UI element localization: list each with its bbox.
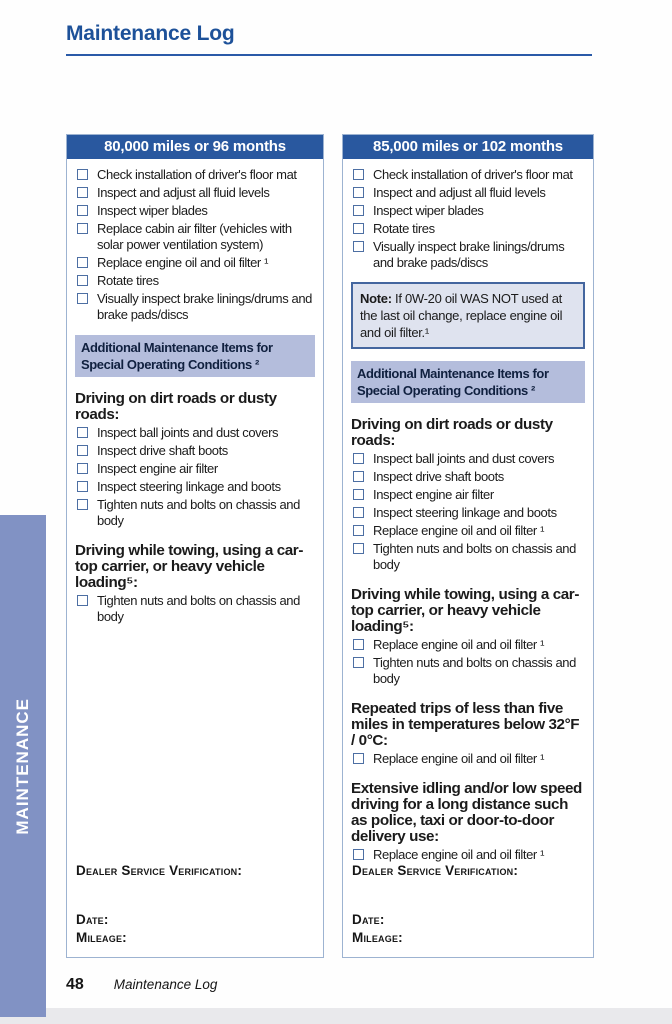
checklist-item — [351, 451, 585, 467]
schedule-body — [343, 159, 593, 863]
checklist-item — [351, 505, 585, 521]
checklist-item — [351, 203, 585, 219]
condition-checklist — [351, 451, 585, 573]
page-title: Maintenance Log — [66, 22, 235, 45]
checklist-item-label: Inspect wiper blades — [97, 203, 208, 218]
checklist-item-label: Replace engine oil and oil filter ¹ — [373, 637, 544, 652]
checklist-item — [351, 469, 585, 485]
checklist-item-label: Inspect wiper blades — [373, 203, 484, 218]
checkbox-icon — [353, 169, 364, 180]
checklist-item — [351, 487, 585, 503]
checkbox-icon — [77, 427, 88, 438]
special-conditions-banner: Additional Maintenance Items for Special Operating Conditions ² — [75, 335, 315, 377]
checkbox-icon — [353, 223, 364, 234]
checklist-item — [75, 255, 315, 271]
checklist-item-label: Rotate tires — [97, 273, 159, 288]
condition-section — [351, 417, 585, 573]
checklist-item-label: Replace engine oil and oil filter ¹ — [373, 523, 544, 538]
checklist-item — [75, 479, 315, 495]
maintenance-checklist — [351, 167, 585, 271]
checkbox-icon — [353, 205, 364, 216]
checklist-item-label: Inspect ball joints and dust covers — [97, 425, 279, 440]
maintenance-section-tab — [0, 515, 46, 1017]
note-label: Note: — [360, 291, 392, 306]
page-number: 48 — [66, 976, 84, 993]
checklist-item-label: Tighten nuts and bolts on chassis and body — [97, 497, 300, 528]
condition-checklist — [75, 425, 315, 529]
checklist-item — [351, 751, 585, 767]
checklist-item — [351, 239, 585, 271]
checkbox-icon — [353, 639, 364, 650]
checklist-item — [351, 655, 585, 687]
schedule-header: 80,000 miles or 96 months — [67, 135, 323, 159]
checkbox-icon — [77, 257, 88, 268]
checkbox-icon — [77, 463, 88, 474]
dealer-verification-label: Dealer Service Verification: — [76, 863, 243, 878]
checklist-item — [351, 523, 585, 539]
date-label: Date: — [76, 912, 109, 927]
condition-section — [351, 587, 585, 687]
mileage-label: Mileage: — [76, 930, 127, 945]
checklist-item-label: Visually inspect brake linings/drums and brake pads/discs — [373, 239, 565, 270]
checklist-item — [75, 461, 315, 477]
checklist-item-label: Inspect and adjust all fluid levels — [373, 185, 546, 200]
special-conditions-banner: Additional Maintenance Items for Special Operating Conditions ² — [351, 361, 585, 403]
checklist-item-label: Inspect steering linkage and boots — [373, 505, 557, 520]
verification-block — [352, 863, 585, 945]
checkbox-icon — [77, 205, 88, 216]
checklist-item-label: Tighten nuts and bolts on chassis and body — [373, 541, 576, 572]
checkbox-icon — [353, 849, 364, 860]
checklist-item — [75, 273, 315, 289]
condition-section — [75, 543, 315, 625]
condition-checklist — [351, 847, 585, 863]
checklist-item-label: Inspect drive shaft boots — [373, 469, 504, 484]
schedule-header: 85,000 miles or 102 months — [343, 135, 593, 159]
checkbox-icon — [353, 507, 364, 518]
title-underline — [66, 54, 592, 56]
checkbox-icon — [77, 445, 88, 456]
checkbox-icon — [77, 169, 88, 180]
checklist-item — [351, 185, 585, 201]
condition-section — [351, 701, 585, 767]
checklist-item-label: Replace engine oil and oil filter ¹ — [97, 255, 268, 270]
checklist-item-label: Inspect steering linkage and boots — [97, 479, 281, 494]
checkbox-icon — [353, 187, 364, 198]
checklist-item — [351, 541, 585, 573]
checkbox-icon — [353, 543, 364, 554]
checklist-item-label: Replace engine oil and oil filter ¹ — [373, 751, 544, 766]
checklist-item-label: Check installation of driver's floor mat — [373, 167, 573, 182]
checkbox-icon — [353, 489, 364, 500]
checklist-item-label: Rotate tires — [373, 221, 435, 236]
condition-section — [351, 781, 585, 863]
page-footer — [66, 976, 217, 994]
condition-heading: Extensive idling and/or low speed driving for a long distance such as police, taxi or door-to-door delivery use: — [351, 780, 582, 845]
checklist-item — [75, 221, 315, 253]
footer-title: Maintenance Log — [113, 977, 218, 992]
condition-heading: Driving while towing, using a car-top carrier, or heavy vehicle loading⁵: — [75, 542, 303, 591]
sidebar-label: MAINTENANCE — [13, 697, 32, 835]
checklist-item — [75, 425, 315, 441]
checkbox-icon — [77, 481, 88, 492]
checklist-item-label: Inspect engine air filter — [373, 487, 494, 502]
condition-heading: Driving on dirt roads or dusty roads: — [75, 390, 277, 423]
checkbox-icon — [77, 187, 88, 198]
checklist-item — [75, 167, 315, 183]
checklist-item-label: Replace engine oil and oil filter ¹ — [373, 847, 544, 862]
checklist-item — [351, 637, 585, 653]
checklist-item — [75, 203, 315, 219]
checkbox-icon — [353, 657, 364, 668]
checklist-item — [351, 167, 585, 183]
note-text: If 0W-20 oil WAS NOT used at the last oil change, replace engine oil and oil filter.¹ — [360, 291, 563, 340]
checklist-item — [75, 185, 315, 201]
checklist-item-label: Replace cabin air filter (vehicles with solar power ventilation system) — [97, 221, 292, 252]
footer-band — [0, 1008, 672, 1024]
checkbox-icon — [353, 453, 364, 464]
verification-block — [76, 863, 315, 945]
condition-checklist — [351, 637, 585, 687]
dealer-verification-label: Dealer Service Verification: — [352, 863, 519, 878]
checkbox-icon — [353, 471, 364, 482]
maintenance-checklist — [75, 167, 315, 323]
checklist-item — [75, 593, 315, 625]
checklist-item-label: Tighten nuts and bolts on chassis and body — [373, 655, 576, 686]
checklist-item — [75, 497, 315, 529]
checkbox-icon — [77, 223, 88, 234]
checklist-item-label: Inspect and adjust all fluid levels — [97, 185, 270, 200]
condition-section — [75, 391, 315, 529]
checkbox-icon — [77, 293, 88, 304]
checkbox-icon — [77, 275, 88, 286]
checklist-item-label: Inspect drive shaft boots — [97, 443, 228, 458]
condition-checklist — [351, 751, 585, 767]
checkbox-icon — [353, 753, 364, 764]
oil-change-note — [351, 282, 585, 349]
checklist-item-label: Inspect ball joints and dust covers — [373, 451, 555, 466]
condition-heading: Repeated trips of less than five miles in temperatures below 32°F / 0°C: — [351, 700, 580, 749]
schedule-body — [67, 159, 323, 625]
checklist-item — [351, 221, 585, 237]
checklist-item — [351, 847, 585, 863]
condition-checklist — [75, 593, 315, 625]
mileage-label: Mileage: — [352, 930, 403, 945]
checkbox-icon — [353, 525, 364, 536]
schedule-column-85000-miles — [342, 134, 594, 958]
date-label: Date: — [352, 912, 385, 927]
checklist-item — [75, 291, 315, 323]
checklist-item-label: Inspect engine air filter — [97, 461, 218, 476]
schedule-column-80000-miles — [66, 134, 324, 958]
checklist-item-label: Visually inspect brake linings/drums and brake pads/discs — [97, 291, 312, 322]
condition-heading: Driving while towing, using a car-top carrier, or heavy vehicle loading⁵: — [351, 586, 579, 635]
checklist-item — [75, 443, 315, 459]
condition-heading: Driving on dirt roads or dusty roads: — [351, 416, 553, 449]
checkbox-icon — [77, 499, 88, 510]
checkbox-icon — [77, 595, 88, 606]
checklist-item-label: Tighten nuts and bolts on chassis and body — [97, 593, 300, 624]
checkbox-icon — [353, 241, 364, 252]
checklist-item-label: Check installation of driver's floor mat — [97, 167, 297, 182]
